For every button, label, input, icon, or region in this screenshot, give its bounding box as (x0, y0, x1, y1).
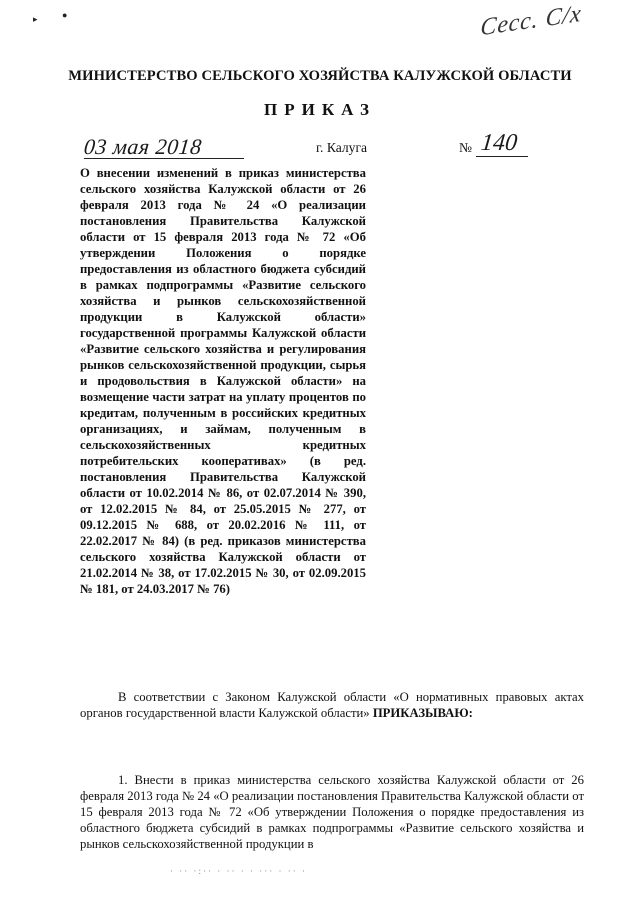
order-subject: О внесении изменений в приказ министерства сельского хозяйства Калужской области от 26 февраля 2013 года № 24 «О реализации постановления Правительства Калужской области от 15 февраля 2013 года № 72 «Об утверждении Положения о порядке предоставления из областного бюджета субсидий в рамках подпрограммы «Развитие сельского хозяйства и рынков сельскохозяйственной продукции в Калужской области» государственной программы Калужской области «Развитие сельского хозяйства и регулирования рынков сельскохозяйственной продукции, сырья и продовольствия в Калужской области» на возмещение части затрат на уплату процентов по кредитам, полученным в российских кредитных организациях, и займам, полученным в сельскохозяйственных кредитных потребительских кооперативах» (в ред. постановления Правительства Калужской области от 10.02.2014 № 86, от 02.07.2014 № 390, от 12.02.2015 № 84, от 25.05.2015 № 277, от 09.12.2015 № 688, от 20.02.2016 № 111, от 22.02.2017 № 84) (в ред. приказов министерства сельского хозяйства Калужской области от 21.02.2014 № 38, от 17.02.2015 № 30, от 02.09.2015 № 181, от 24.03.2017 № 76) (80, 166, 366, 596)
clause-1-paragraph: 1. Внести в приказ министерства сельского хозяйства Калужской области от 26 февраля 2013 года № 24 «О реализации постановления Правительства Калужской области от 15 февраля 2013 года № 72 «Об утверждении Положения о порядке предоставления из областного бюджета субсидий в рамках подпрограммы «Развитие сельского хозяйства и рынков сельскохозяйственной продукции в (80, 773, 584, 851)
city-label: г. Калуга (316, 140, 368, 155)
preamble-paragraph (80, 689, 584, 721)
preamble-text: В соответствии с Законом Калужской области «О нормативных правовых актах органов государственной власти Калужской области» (80, 690, 584, 720)
scan-mark-dot: ● (62, 10, 68, 20)
handwritten-date: 03 мая 2018 (82, 134, 204, 159)
date-underline (84, 158, 244, 159)
order-keyword: ПРИКАЗЫВАЮ: (372, 706, 473, 720)
number-underline (476, 156, 528, 157)
scan-mark-arrow: ▸ (33, 14, 38, 24)
scan-artifact: · ·· ·:·· · ·· · · ··· · ·· · (170, 866, 307, 876)
ministry-name: МИНИСТЕРСТВО СЕЛЬСКОГО ХОЗЯЙСТВА КАЛУЖСКОЙ ОБЛАСТИ (68, 68, 572, 84)
number-label: № (459, 140, 472, 155)
handwritten-corner-note: Сесс. С/х (479, 0, 583, 42)
handwritten-number: 140 (479, 130, 519, 156)
document-title: ПРИКАЗ (264, 100, 376, 119)
